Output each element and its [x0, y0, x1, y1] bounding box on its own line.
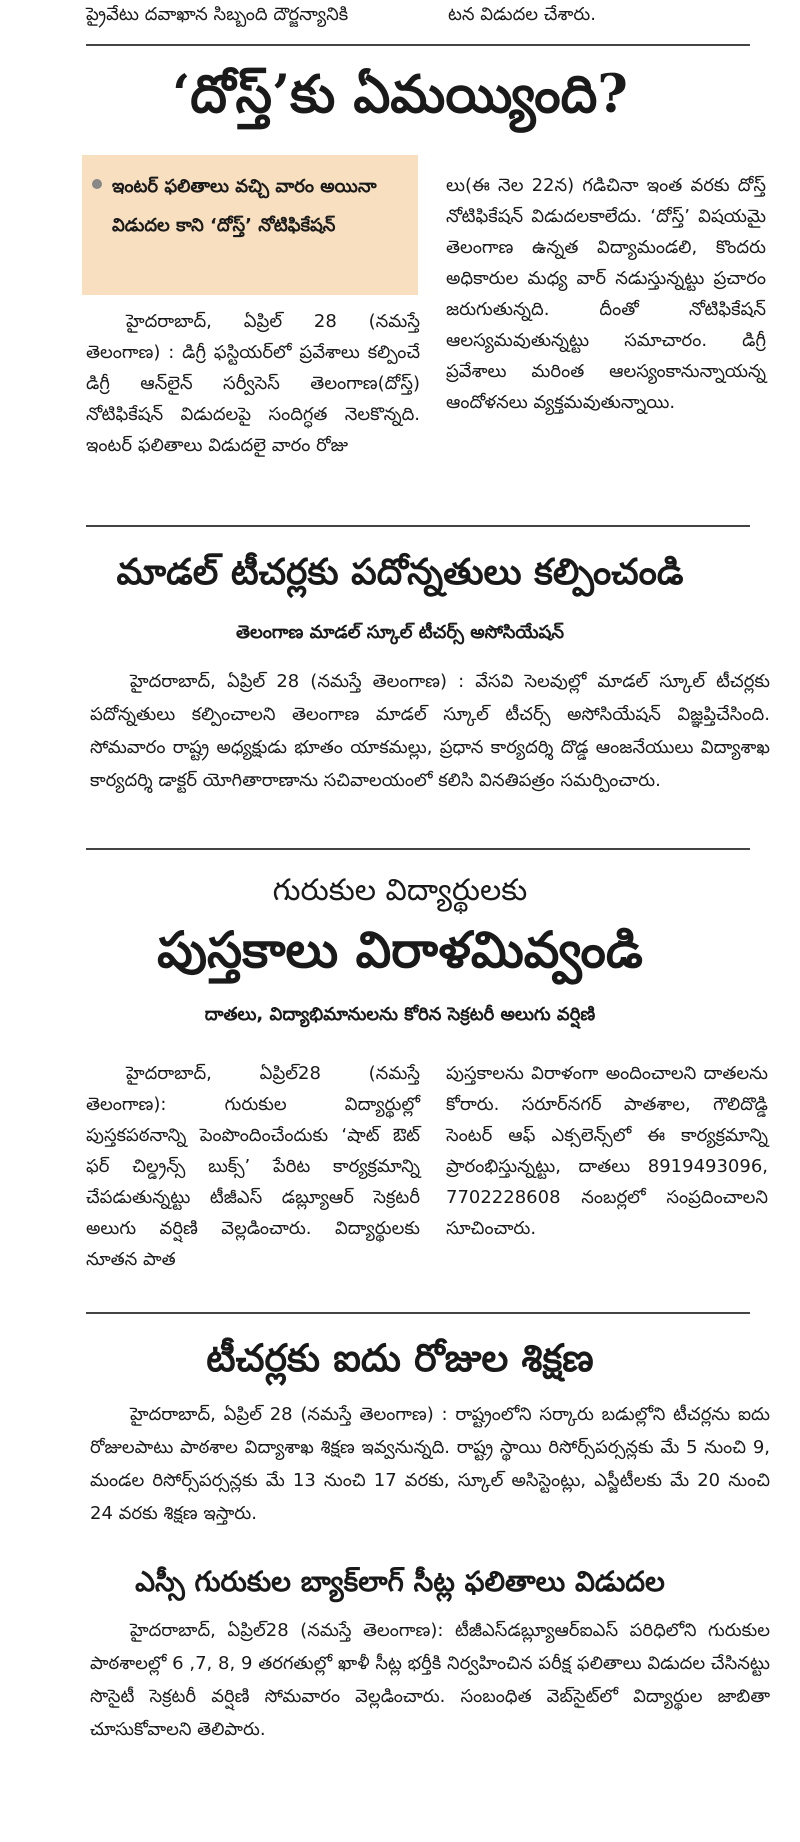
- article1-body-right: లు(ఈ నెల 22న) గడిచినా ఇంత వరకు దోస్త్ నోటిఫికేషన్ విడుదలకాలేదు. ‘దోస్త్’ విషయమై తెలంగాణ ఉన్నత విద్యామండలి, కొందరు అధికారుల మధ్య వార్ నడుస్తున్నట్టు ప్రచారం జరుగుతున్నది. దీంతో నోటిఫికేషన్ ఆలస్యమవుతున్నట్టు సమాచారం. డిగ్రీ ప్రవేశాలు మరింత ఆలస్యంకానున్నాయన్న ఆందోళనలు వ్యక్తమవుతున్నాయి.: [446, 175, 766, 413]
- article2-subhead: తెలంగాణ మాడల్ స్కూల్ టీచర్స్ అసోసియేషన్: [235, 622, 565, 643]
- article3-body-left-text: హైదరాబాద్, ఏప్రిల్28 (నమస్తే తెలంగాణ): గురుకుల విద్యార్థుల్లో పుస్తకపఠనాన్ని పెంపొందించేందుకు ‘షాట్ ఔట్ ఫర్ చిల్డ్రన్స్ బుక్స్’ పేరిట కార్యక్రమాన్ని చేపడుతున్నట్టు టీజీఎస్ డబ్ల్యూఆర్ సెక్రటరీ అలుగు వర్షిణి వెల్లడించారు. విద్యార్థులకు నూతన పాత: [86, 1063, 420, 1270]
- article3-kicker: గురుకుల విద్యార్థులకు: [272, 873, 528, 908]
- article1-body-left: [86, 306, 420, 461]
- prev-article-fragment-right: టన విడుదల చేశారు.: [448, 4, 596, 25]
- article2-body: [90, 665, 770, 797]
- article3-body-left: [86, 1058, 420, 1275]
- prev-article-fragment-left: ప్రైవేటు దవాఖాన సిబ్బంది దౌర్జన్యానికి: [86, 4, 349, 25]
- article5-body: [90, 1614, 770, 1746]
- article3-body-right: పుస్తకాలను విరాళంగా అందించాలని దాతలను కోరారు. సరూర్‌నగర్ పాతశాల, గౌలిదొడ్డి సెంటర్ ఆఫ్ ఎక్సలెన్స్‌లో ఈ కార్యక్రమాన్ని ప్రారంభిస్తున్నట్టు, దాతలు 8919493096, 7702228608 నంబర్లలో సంప్రదించాలని సూచించారు.: [446, 1063, 768, 1239]
- article2-headline: మాడల్ టీచర్లకు పదోన్నతులు కల్పించండి: [116, 552, 684, 593]
- article1-highlight-box: [82, 155, 418, 295]
- article1-body-left-text: హైదరాబాద్, ఏప్రిల్ 28 (నమస్తే తెలంగాణ) : డిగ్రీ ఫస్టియర్‌లో ప్రవేశాలు కల్పించే డిగ్రీ ఆన్‌లైన్ సర్వీసెస్ తెలంగాణ(దోస్త్) నోటిఫికేషన్ విడుదలపై సందిగ్ధత నెలకొన్నది. ఇంటర్ ఫలితాలు విడుదలై వారం రోజు: [86, 311, 420, 456]
- article5-body-text: హైదరాబాద్, ఏప్రిల్28 (నమస్తే తెలంగాణ): టీజీఎస్‌డబ్ల్యూఆర్‌ఐఎస్ పరిధిలోని గురుకుల పాఠశాలల్లో 6 ,7, 8, 9 తరగతుల్లో ఖాళీ సీట్ల భర్తీకి నిర్వహించిన పరీక్ష ఫలితాలు విడుదల చేసినట్టు సొసైటీ సెక్రటరీ వర్షిణి సోమవారం వెల్లడించారు. సంబంధిత వెబ్‌సైట్‌లో విద్యార్థుల జాబితా చూసుకోవాలని తెలిపారు.: [90, 1620, 770, 1740]
- article2-body-text: హైదరాబాద్, ఏప్రిల్ 28 (నమస్తే తెలంగాణ) : వేసవి సెలవుల్లో మాడల్ స్కూల్ టీచర్లకు పదోన్నతులు కల్పించాలని తెలంగాణ మాడల్ స్కూల్ టీచర్స్ అసోసియేషన్ విజ్ఞప్తిచేసింది. సోమవారం రాష్ట్ర అధ్యక్షుడు భూతం యాకమల్లు, ప్రధాన కార్యదర్శి దొడ్డ ఆంజనేయులు విద్యాశాఖ కార్యదర్శి డాక్టర్ యోగితారాణాను సచివాలయంలో కలిసి వినతిపత్రం సమర్పించారు.: [90, 671, 770, 791]
- article5-headline: ఎస్సీ గురుకుల బ్యాక్‌లాగ్ సీట్ల ఫలితాలు విడుదల: [135, 1565, 665, 1598]
- article3-subhead: దాతలు, విద్యాభిమానులను కోరిన సెక్రటరీ అలుగు వర్షిణి: [204, 1004, 596, 1025]
- divider: [86, 525, 750, 527]
- article4-body: [90, 1398, 770, 1530]
- bullet-icon: [92, 179, 102, 189]
- article4-body-text: హైదరాబాద్, ఏప్రిల్ 28 (నమస్తే తెలంగాణ) : రాష్ట్రంలోని సర్కారు బడుల్లోని టీచర్లను ఐదు రోజులపాటు పాఠశాల విద్యాశాఖ శిక్షణ ఇవ్వనున్నది. రాష్ట్ర స్థాయి రిసోర్స్‌పర్సన్లకు మే 5 నుంచి 9, మండల రిసోర్స్‌పర్సన్లకు మే 13 నుంచి 17 వరకు, స్కూల్ అసిస్టెంట్లు, ఎస్జీటీలకు మే 20 నుంచి 24 వరకు శిక్షణ ఇస్తారు.: [90, 1404, 770, 1524]
- divider: [86, 1312, 750, 1314]
- article4-headline: టీచర్లకు ఐదు రోజుల శిక్షణ: [206, 1336, 594, 1380]
- article1-headline: ‘దోస్త్’కు ఏమయ్యింది?: [172, 64, 628, 125]
- article1-highlight-text: ఇంటర్ ఫలితాలు వచ్చి వారం అయినా విడుదల కాని ‘దోస్త్’ నోటిఫికేషన్: [112, 176, 377, 236]
- article3-headline: పుస్తకాలు విరాళమివ్వండి: [157, 920, 643, 979]
- divider: [86, 44, 750, 46]
- divider: [86, 848, 750, 850]
